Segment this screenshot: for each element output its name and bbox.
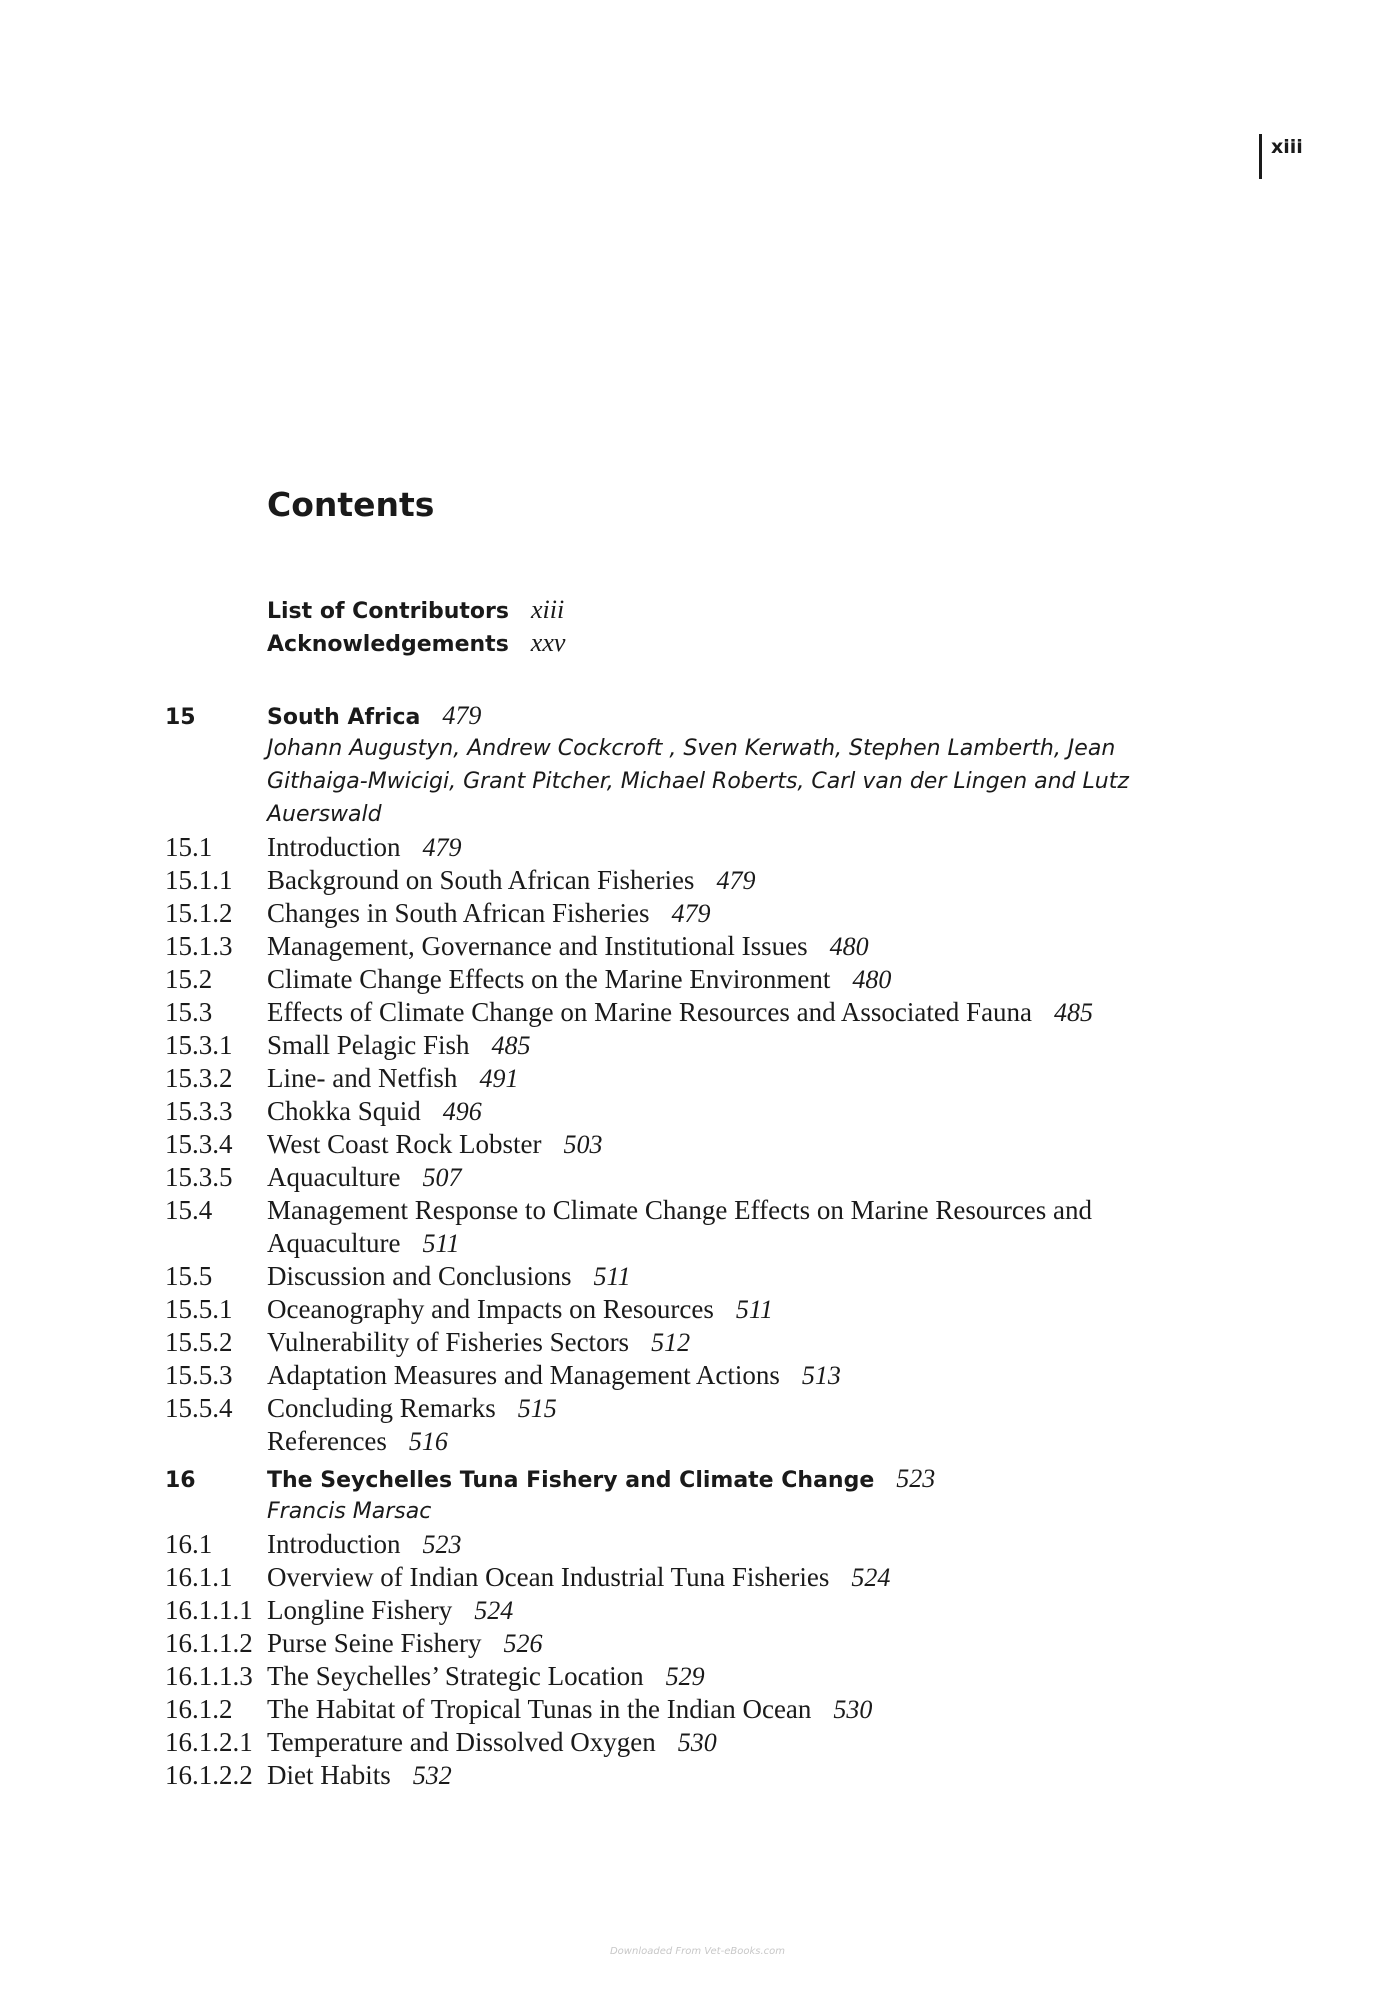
entry-title: Small Pelagic Fish bbox=[267, 1030, 470, 1060]
page-ref: 524 bbox=[474, 1596, 514, 1625]
page-ref: 480 bbox=[829, 932, 869, 961]
chapter-16 bbox=[165, 1462, 1277, 1792]
entry-number: 16.1.1.1 bbox=[165, 1595, 253, 1625]
chapter-heading[interactable] bbox=[165, 1462, 1277, 1495]
entry-title: Purse Seine Fishery bbox=[267, 1628, 482, 1658]
toc-entry[interactable] bbox=[165, 1392, 1277, 1425]
entry-title: The Seychelles’ Strategic Location bbox=[267, 1661, 644, 1691]
toc-entry[interactable] bbox=[165, 831, 1277, 864]
page-ref: 530 bbox=[833, 1695, 873, 1724]
page-ref: 526 bbox=[503, 1629, 543, 1658]
entry-title: Temperature and Dissolved Oxygen bbox=[267, 1727, 656, 1757]
page-ref: 523 bbox=[896, 1464, 936, 1493]
page-ref: 496 bbox=[442, 1097, 482, 1126]
entry-number: 15.3.4 bbox=[165, 1129, 233, 1159]
entry-number: 15.4 bbox=[165, 1195, 213, 1225]
page-ref: 511 bbox=[422, 1229, 460, 1258]
entry-title: References bbox=[267, 1426, 387, 1456]
chapter-title: South Africa bbox=[267, 705, 421, 730]
entry-number: 15.3.2 bbox=[165, 1063, 233, 1093]
entry-number: 15.5.2 bbox=[165, 1327, 233, 1357]
toc-entry[interactable] bbox=[165, 1260, 1277, 1293]
toc-entry[interactable] bbox=[165, 930, 1277, 963]
front-matter-label: List of Contributors bbox=[267, 599, 509, 624]
page-ref: xiii bbox=[531, 595, 565, 624]
toc-entries bbox=[165, 1528, 1277, 1792]
toc-entry[interactable] bbox=[165, 1627, 1277, 1660]
page-ref: 503 bbox=[563, 1130, 603, 1159]
page-ref: 480 bbox=[852, 965, 892, 994]
page-ref: 479 bbox=[422, 833, 462, 862]
entry-title: West Coast Rock Lobster bbox=[267, 1129, 542, 1159]
entry-number: 15.1.1 bbox=[165, 865, 233, 895]
toc-entry[interactable] bbox=[165, 1594, 1277, 1627]
footer-watermark: Downloaded From Vet-eBooks.com bbox=[609, 1946, 785, 1957]
entry-title: Climate Change Effects on the Marine Environment bbox=[267, 964, 831, 994]
page-ref: 513 bbox=[801, 1361, 841, 1390]
toc-entry[interactable] bbox=[165, 1726, 1277, 1759]
chapter-15 bbox=[165, 699, 1277, 1458]
entry-number: 16.1.1.3 bbox=[165, 1661, 253, 1691]
entry-number: 15.5.1 bbox=[165, 1294, 233, 1324]
entry-number: 15.3 bbox=[165, 997, 213, 1027]
toc-entry[interactable] bbox=[165, 1128, 1277, 1161]
toc-entry[interactable] bbox=[165, 1293, 1277, 1326]
page-ref: 532 bbox=[412, 1761, 452, 1790]
entry-number: 15.5 bbox=[165, 1261, 213, 1291]
toc-entry[interactable] bbox=[165, 1693, 1277, 1726]
chapter-title: The Seychelles Tuna Fishery and Climate Change bbox=[267, 1468, 875, 1493]
toc-entry[interactable] bbox=[165, 864, 1277, 897]
toc-entry[interactable] bbox=[165, 1029, 1277, 1062]
entry-title: Discussion and Conclusions bbox=[267, 1261, 572, 1291]
page-ref: 512 bbox=[651, 1328, 691, 1357]
toc-entry[interactable] bbox=[165, 1161, 1277, 1194]
entry-title: Oceanography and Impacts on Resources bbox=[267, 1294, 714, 1324]
entry-title: Changes in South African Fisheries bbox=[267, 898, 650, 928]
entry-title: Management Response to Climate Change Effects on Marine Resources and Aquaculture bbox=[267, 1195, 1093, 1258]
page-ref: 511 bbox=[735, 1295, 773, 1324]
page-ref: 515 bbox=[517, 1394, 557, 1423]
entry-number: 15.2 bbox=[165, 964, 213, 994]
entry-number: 16.1.1 bbox=[165, 1562, 233, 1592]
toc-entry[interactable] bbox=[165, 1062, 1277, 1095]
page-ref: 530 bbox=[677, 1728, 717, 1757]
toc-entry[interactable] bbox=[165, 1359, 1277, 1392]
entry-title: Adaptation Measures and Management Actions bbox=[267, 1360, 780, 1390]
page-ref: 479 bbox=[716, 866, 756, 895]
entry-title: The Habitat of Tropical Tunas in the Indian Ocean bbox=[267, 1694, 812, 1724]
page-ref: 479 bbox=[442, 701, 482, 730]
toc-entry[interactable] bbox=[165, 996, 1277, 1029]
entry-number: 15.5.3 bbox=[165, 1360, 233, 1390]
entry-number: 16.1.1.2 bbox=[165, 1628, 253, 1658]
chapter-heading[interactable] bbox=[165, 699, 1277, 732]
page-ref: xxv bbox=[530, 628, 566, 657]
toc-entry[interactable] bbox=[165, 1561, 1277, 1594]
toc-entry[interactable] bbox=[165, 1425, 1277, 1458]
page-ref: 523 bbox=[422, 1530, 462, 1559]
chapter-number: 15 bbox=[165, 705, 196, 730]
entry-number: 15.5.4 bbox=[165, 1393, 233, 1423]
entry-title: Longline Fishery bbox=[267, 1595, 453, 1625]
page-ref: 485 bbox=[1054, 998, 1094, 1027]
entry-title: Aquaculture bbox=[267, 1162, 401, 1192]
page-ref: 524 bbox=[851, 1563, 891, 1592]
entry-number: 15.1.2 bbox=[165, 898, 233, 928]
entry-title: Introduction bbox=[267, 1529, 401, 1559]
page-number-rule bbox=[1259, 134, 1262, 179]
page-number: xiii bbox=[1271, 136, 1303, 158]
front-matter bbox=[267, 593, 565, 659]
chapter-authors: Francis Marsac bbox=[267, 1499, 432, 1524]
entry-title: Vulnerability of Fisheries Sectors bbox=[267, 1327, 630, 1357]
entry-number: 16.1.2 bbox=[165, 1694, 233, 1724]
entry-number: 15.3.5 bbox=[165, 1162, 233, 1192]
page-ref: 485 bbox=[491, 1031, 531, 1060]
entry-title: Background on South African Fisheries bbox=[267, 865, 695, 895]
page-ref: 491 bbox=[479, 1064, 519, 1093]
toc-entries bbox=[165, 831, 1277, 1458]
entry-number: 15.3.1 bbox=[165, 1030, 233, 1060]
toc-entry[interactable] bbox=[165, 1194, 1277, 1260]
entry-title: Diet Habits bbox=[267, 1760, 391, 1790]
entry-title: Chokka Squid bbox=[267, 1096, 421, 1126]
page-ref: 511 bbox=[593, 1262, 631, 1291]
page-ref: 507 bbox=[422, 1163, 462, 1192]
entry-number: 16.1 bbox=[165, 1529, 213, 1559]
page-ref: 529 bbox=[665, 1662, 705, 1691]
chapter-authors: Johann Augustyn, Andrew Cockcroft , Sven Kerwath, Stephen Lamberth, Jean Githaiga-Mwicigi, Grant Pitcher, Michael Roberts, Carl van der Lingen and Lutz Auerswald bbox=[267, 736, 1129, 827]
toc-entry[interactable] bbox=[165, 897, 1277, 930]
toc-entry[interactable] bbox=[165, 1095, 1277, 1128]
entry-number: 16.1.2.1 bbox=[165, 1727, 253, 1757]
entry-number: 15.3.3 bbox=[165, 1096, 233, 1126]
front-matter-item-contributors[interactable] bbox=[267, 593, 565, 626]
chapter-number: 16 bbox=[165, 1468, 196, 1493]
entry-number: 15.1 bbox=[165, 832, 213, 862]
entry-number: 15.1.3 bbox=[165, 931, 233, 961]
page-ref: 479 bbox=[671, 899, 711, 928]
entry-title: Introduction bbox=[267, 832, 401, 862]
front-matter-item-acknowledgements[interactable] bbox=[267, 626, 565, 659]
entry-title: Effects of Climate Change on Marine Resources and Associated Fauna bbox=[267, 997, 1033, 1027]
toc-entry[interactable] bbox=[165, 1660, 1277, 1693]
toc-entry[interactable] bbox=[165, 1326, 1277, 1359]
front-matter-label: Acknowledgements bbox=[267, 632, 509, 657]
toc-entry[interactable] bbox=[165, 963, 1277, 996]
entry-title: Management, Governance and Institutional Issues bbox=[267, 931, 808, 961]
entry-number: 16.1.2.2 bbox=[165, 1760, 253, 1790]
entry-title: Concluding Remarks bbox=[267, 1393, 496, 1423]
contents-title: Contents bbox=[267, 485, 435, 524]
entry-title: Line- and Netfish bbox=[267, 1063, 458, 1093]
toc-entry[interactable] bbox=[165, 1759, 1277, 1792]
page-ref: 516 bbox=[408, 1427, 448, 1456]
toc-entry[interactable] bbox=[165, 1528, 1277, 1561]
entry-title: Overview of Indian Ocean Industrial Tuna Fisheries bbox=[267, 1562, 830, 1592]
